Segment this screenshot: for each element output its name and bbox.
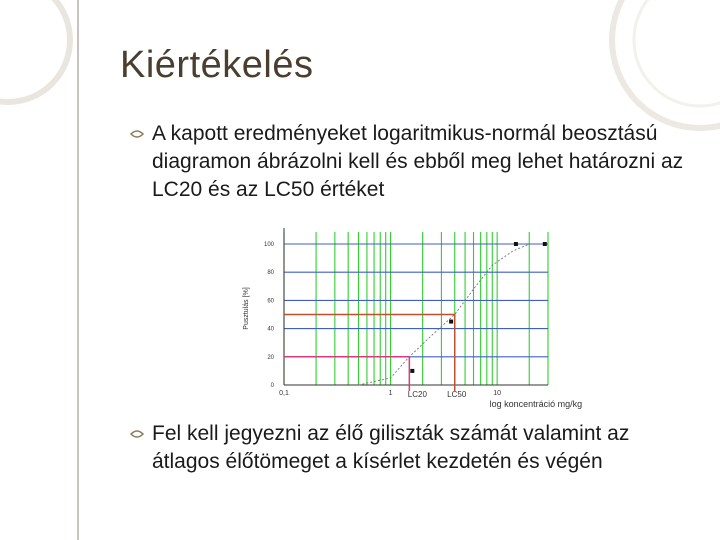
- mortality-chart-svg: [230, 222, 583, 412]
- data-point: [543, 242, 547, 246]
- bullet-item: [130, 120, 700, 204]
- data-point: [514, 242, 518, 246]
- bullet-item: [130, 420, 700, 476]
- lc50-label: LC50: [447, 390, 467, 399]
- y-axis-label: Pusztulás [%]: [243, 287, 250, 330]
- bullet-text: A kapott eredményeket logaritmikus-normál beosztású diagramon ábrázolni kell és ebből meg lehet határozni az LC20 és az LC50 értéket: [152, 122, 684, 201]
- y-tick-label: 20: [267, 354, 274, 361]
- x-axis-label: log koncentráció mg/kg: [489, 399, 583, 409]
- y-tick-label: 40: [267, 326, 274, 333]
- slide-title: Kiértékelés: [120, 44, 314, 86]
- x-tick-label: 1: [388, 390, 393, 397]
- bullet-marker-icon: [130, 428, 144, 440]
- y-tick-label: 60: [267, 298, 274, 305]
- x-tick-label: 10: [493, 390, 502, 397]
- lc50-guide-line: [284, 315, 455, 392]
- y-tick-label: 0: [270, 383, 274, 389]
- mortality-chart: [230, 222, 583, 412]
- data-point: [449, 320, 453, 324]
- bullet-text: Fel kell jegyezni az élő giliszták számát valamint az átlagos élőtömeget a kísérlet kezdetén és végén: [152, 422, 630, 473]
- y-tick-label: 80: [267, 270, 274, 277]
- lc20-label: LC20: [407, 390, 427, 399]
- y-tick-label: 100: [263, 242, 274, 248]
- data-point: [410, 369, 414, 373]
- x-tick-label: 0,1: [279, 390, 289, 397]
- bullet-marker-icon: [130, 128, 144, 140]
